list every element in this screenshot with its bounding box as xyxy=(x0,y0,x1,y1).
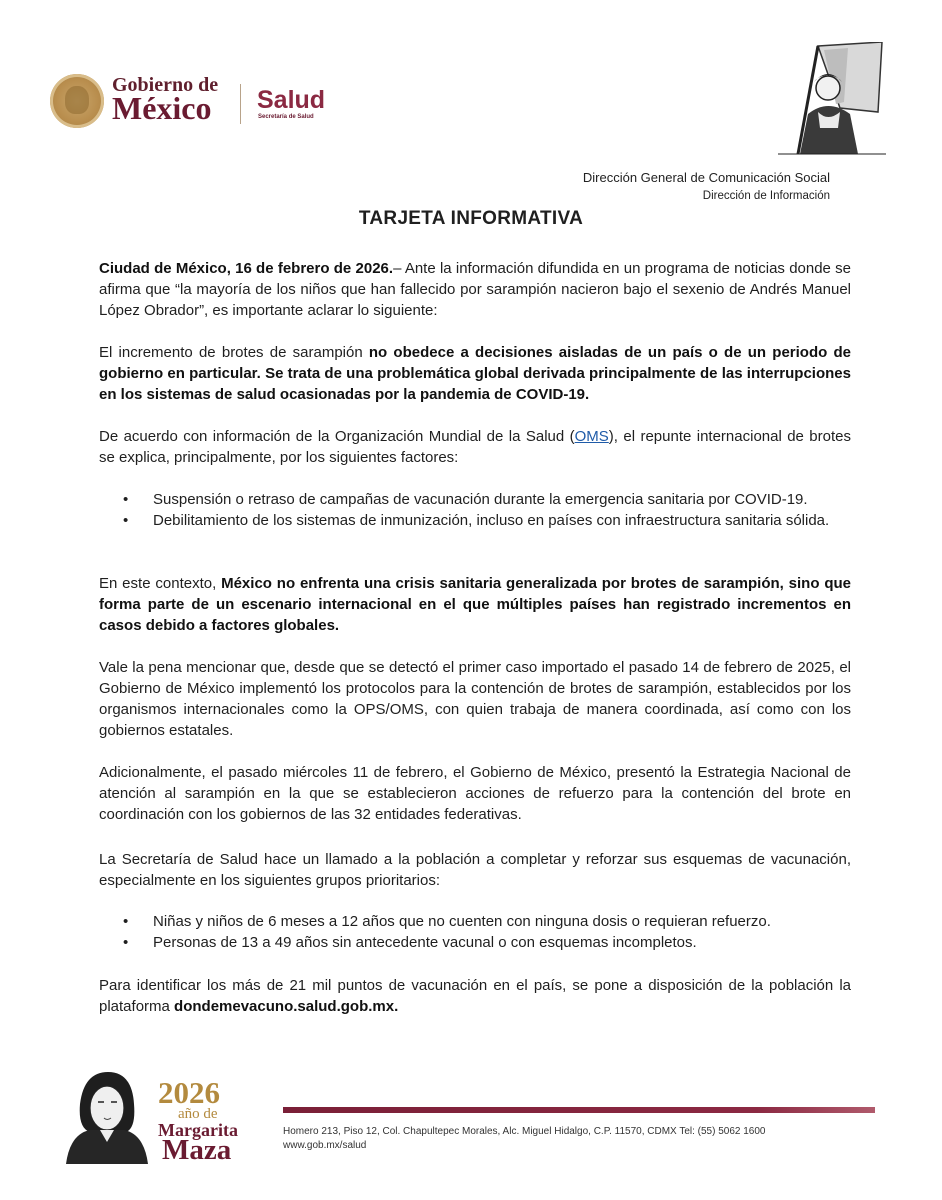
logo-divider xyxy=(240,84,241,124)
year-name-last: Maza xyxy=(162,1134,232,1166)
list-item: • Personas de 13 a 49 años sin antecedente vacunal o con esquemas incompletos. xyxy=(99,932,851,953)
p3-text-before: De acuerdo con información de la Organización Mundial de la Salud ( xyxy=(99,428,575,445)
logo-salud: Salud xyxy=(257,86,326,114)
p3-text-after: ), el repunte internacional de brotes se explica, principalmente, por los siguientes factores: xyxy=(99,428,851,466)
oms-link[interactable]: OMS xyxy=(574,428,609,445)
document-title: TARJETA INFORMATIVA xyxy=(358,208,584,229)
heroine-flag-illustration xyxy=(778,42,886,160)
national-seal-icon xyxy=(50,74,104,128)
p4-bold: México no enfrenta una crisis sanitaria generalizada por brotes de sarampión, sino que forma parte de un escenario internacional en el que múltiples países han registrado incrementos en casos debido a factores globales. xyxy=(99,575,851,634)
groups-list-container xyxy=(99,911,851,953)
paragraph-call xyxy=(99,849,851,891)
list-item: • Suspensión o retraso de campañas de vacunación durante la emergencia sanitaria por COVID-19. xyxy=(99,489,851,510)
paragraph-protocols xyxy=(99,657,851,741)
paragraph-oms xyxy=(99,426,851,468)
p5-text: Vale la pena mencionar que, desde que se detectó el primer caso importado el pasado 14 de febrero de 2025, el Gobierno de México implementó los protocolos para la contención de brotes de sarampión, establecidos por los organismos internacionales como la OPS/OMS, con quien trabaja de manera coordinada, así como con los gobiernos estatales. xyxy=(99,659,851,739)
department-sub: Dirección de Información xyxy=(702,190,830,202)
factors-list-container xyxy=(99,489,851,531)
logo-salud-subtitle: Secretaría de Salud xyxy=(258,114,314,120)
year-number: 2026 xyxy=(158,1075,220,1110)
paragraph-context xyxy=(99,573,851,636)
paragraph-global-problem xyxy=(99,342,851,405)
platform-url[interactable]: dondemevacuno.salud.gob.mx. xyxy=(174,998,399,1015)
year-name-first: Margarita xyxy=(158,1120,238,1140)
logo-gobierno-de: Gobierno de xyxy=(112,74,219,96)
paragraph-strategy xyxy=(99,762,851,825)
p2-text: El incremento de brotes de sarampión xyxy=(99,344,369,361)
department-main: Dirección General de Comunicación Social xyxy=(582,170,830,185)
priority-groups-list xyxy=(99,911,851,953)
footer-divider-bar xyxy=(283,1107,875,1113)
paragraph-intro xyxy=(99,258,851,321)
p8-text: Para identificar los más de 21 mil puntos de vacunación en el país, se pone a disposición de la población la plataforma xyxy=(99,977,851,1015)
p7-text: La Secretaría de Salud hace un llamado a la población a completar y reforzar sus esquemas de vacunación, especialmente en los siguientes grupos prioritarios: xyxy=(99,851,851,889)
logo-mexico: México xyxy=(112,90,212,126)
year-subtitle: año de xyxy=(178,1106,218,1122)
factors-list xyxy=(99,489,851,531)
margarita-maza-portrait xyxy=(60,1068,152,1164)
footer-address: Homero 213, Piso 12, Col. Chapultepec Morales, Alc. Miguel Hidalgo, C.P. 11570, CDMX Tel: (55) 5062 1600 xyxy=(283,1126,766,1137)
intro-text: – Ante la información difundida en un programa de noticias donde se afirma que “la mayoría de los niños que han fallecido por sarampión nacieron bajo el sexenio de Andrés Manuel López Obrador”, es importante aclarar lo siguiente: xyxy=(99,260,851,319)
p4-text: En este contexto, xyxy=(99,575,222,592)
p6-text: Adicionalmente, el pasado miércoles 11 de febrero, el Gobierno de México, presentó la Estrategia Nacional de atención al sarampión en la que se establecieron acciones de refuerzo para la contención del brote en coordinación con los gobiernos de las 32 entidades federativas. xyxy=(99,764,851,823)
paragraph-platform xyxy=(99,975,851,1017)
dateline: Ciudad de México, 16 de febrero de 2026. xyxy=(99,260,394,277)
list-item: • Debilitamiento de los sistemas de inmunización, incluso en países con infraestructura sanitaria sólida. xyxy=(99,510,851,531)
footer-website-link[interactable]: www.gob.mx/salud xyxy=(283,1140,367,1151)
p2-bold: no obedece a decisiones aisladas de un país o de un periodo de gobierno en particular. Se trata de una problemática global derivada principalmente de las interrupciones en los sistemas de salud ocasionadas por la pandemia de COVID-19. xyxy=(99,344,851,403)
list-item: • Niñas y niños de 6 meses a 12 años que no cuenten con ninguna dosis o requieran refuerzo. xyxy=(99,911,851,932)
